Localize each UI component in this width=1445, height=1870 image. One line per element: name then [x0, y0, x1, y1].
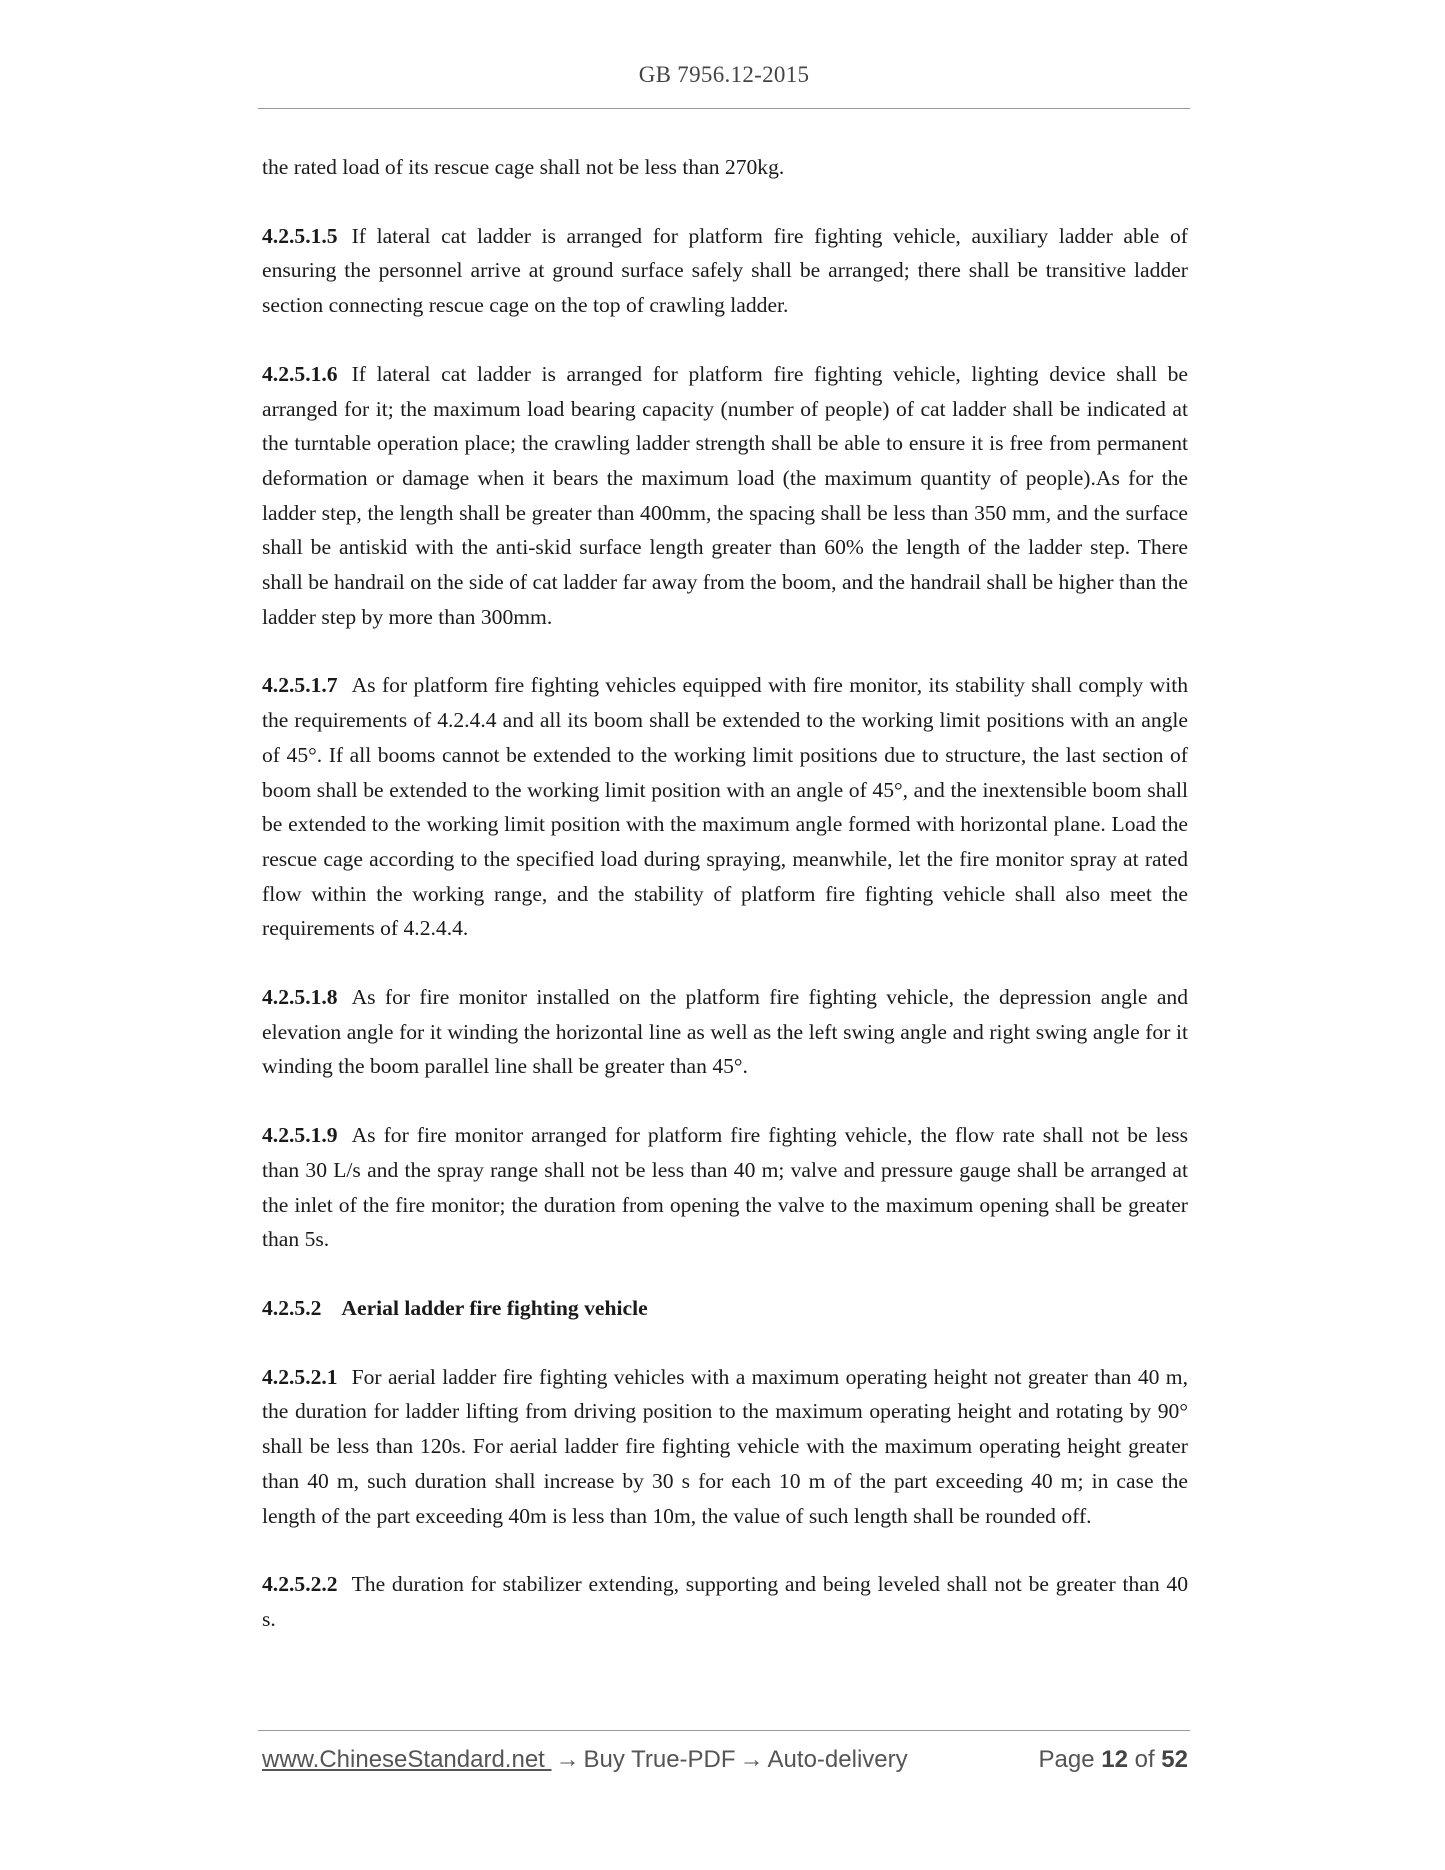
clause-number: 4.2.5.1.9: [262, 1123, 338, 1148]
clause-text: For aerial ladder fire fighting vehicles with a maximum operating height not greater than 40 m, the duration for ladder lifting from driving position to the maximum operating height and rotating by 90° shall be less than 120s. For aerial ladder fire fighting vehicle with the maximum operating height greater than 40 m, such duration shall increase by 30 s for each 10 m of the part exceeding 40 m; in case the length of the part exceeding 40m is less than 10m, the value of such length shall be rounded off.: [262, 1364, 1188, 1528]
clause-number: 4.2.5.2.2: [262, 1572, 338, 1597]
clause-text: The duration for stabilizer extending, supporting and being leveled shall not be greater than 40 s.: [262, 1572, 1188, 1631]
header-divider: [258, 108, 1190, 109]
site-link[interactable]: www.ChineseStandard.net: [262, 1746, 552, 1773]
clause-text: As for fire monitor installed on the platform fire fighting vehicle, the depression angle and elevation angle for it winding the horizontal line as well as the left swing angle and right swing angle for it winding the boom parallel line shall be greater than 45°.: [262, 985, 1188, 1079]
footer-promo: [262, 1746, 908, 1774]
clause-text: If lateral cat ladder is arranged for platform fire fighting vehicle, lighting device shall be arranged for it; the maximum load bearing capacity (number of people) of cat ladder shall be indicated at the turntable operation place; the crawling ladder strength shall be able to ensure it is free from permanent deformation or damage when it bears the maximum load (the maximum quantity of people).As for the ladder step, the length shall be greater than 400mm, the spacing shall be less than 350 mm, and the surface shall be antiskid with the anti-skid surface length greater than 60% the length of the ladder step. There shall be handrail on the side of cat ladder far away from the boom, and the handrail shall be higher than the ladder step by more than 300mm.: [262, 361, 1188, 629]
arrow-right-icon: →: [739, 1746, 764, 1773]
footer-divider: [258, 1730, 1190, 1731]
clause: [262, 1118, 1188, 1257]
clause: [262, 357, 1188, 635]
clause-text: As for fire monitor arranged for platform fire fighting vehicle, the flow rate shall not be less than 30 L/s and the spray range shall not be less than 40 m; valve and pressure gauge shall be arranged at the inlet of the fire monitor; the duration from opening the valve to the maximum opening shall be greater than 5s.: [262, 1123, 1188, 1252]
page-indicator: [1039, 1746, 1189, 1774]
of-label: of: [1134, 1746, 1155, 1773]
delivery-label: Auto-delivery: [767, 1746, 908, 1773]
clause-number: 4.2.5.1.6: [262, 361, 338, 386]
page-footer: [262, 1746, 1188, 1774]
clause-number: 4.2.5.1.7: [262, 673, 338, 698]
section-heading: [262, 1291, 1188, 1326]
page-header: [258, 62, 1190, 88]
page-label: Page: [1038, 1746, 1095, 1773]
section-title: Aerial ladder fire fighting vehicle: [341, 1295, 648, 1320]
clause-number: 4.2.5.1.5: [262, 223, 338, 248]
document-body: [262, 150, 1188, 1671]
arrow-right-icon: →: [555, 1746, 580, 1773]
section-number: 4.2.5.2: [262, 1295, 322, 1320]
document-id: GB 7956.12-2015: [638, 62, 810, 87]
clause: [262, 668, 1188, 946]
clause: [262, 1360, 1188, 1534]
clause: [262, 980, 1188, 1084]
current-page: 12: [1101, 1746, 1128, 1773]
buy-label: Buy True-PDF: [583, 1746, 736, 1773]
paragraph-text: the rated load of its rescue cage shall not be less than 270kg.: [262, 155, 785, 179]
clause-number: 4.2.5.2.1: [262, 1364, 338, 1389]
total-pages: 52: [1161, 1746, 1188, 1773]
clause-number: 4.2.5.1.8: [262, 985, 338, 1010]
clause-text: As for platform fire fighting vehicles equipped with fire monitor, its stability shall comply with the requirements of 4.2.4.4 and all its boom shall be extended to the working limit positions with an angle of 45°. If all booms cannot be extended to the working limit positions due to structure, the last section of boom shall be extended to the working limit position with an angle of 45°, and the inextensible boom shall be extended to the working limit position with the maximum angle formed with horizontal plane. Load the rescue cage according to the specified load during spraying, meanwhile, let the fire monitor spray at rated flow within the working range, and the stability of platform fire fighting vehicle shall also meet the requirements of 4.2.4.4.: [262, 673, 1188, 941]
paragraph: [262, 150, 1188, 185]
clause-text: If lateral cat ladder is arranged for platform fire fighting vehicle, auxiliary ladder able of ensuring the personnel arrive at ground surface safely shall be arranged; there shall be transitive ladder section connecting rescue cage on the top of crawling ladder.: [262, 223, 1188, 318]
clause: [262, 219, 1188, 323]
clause: [262, 1567, 1188, 1636]
